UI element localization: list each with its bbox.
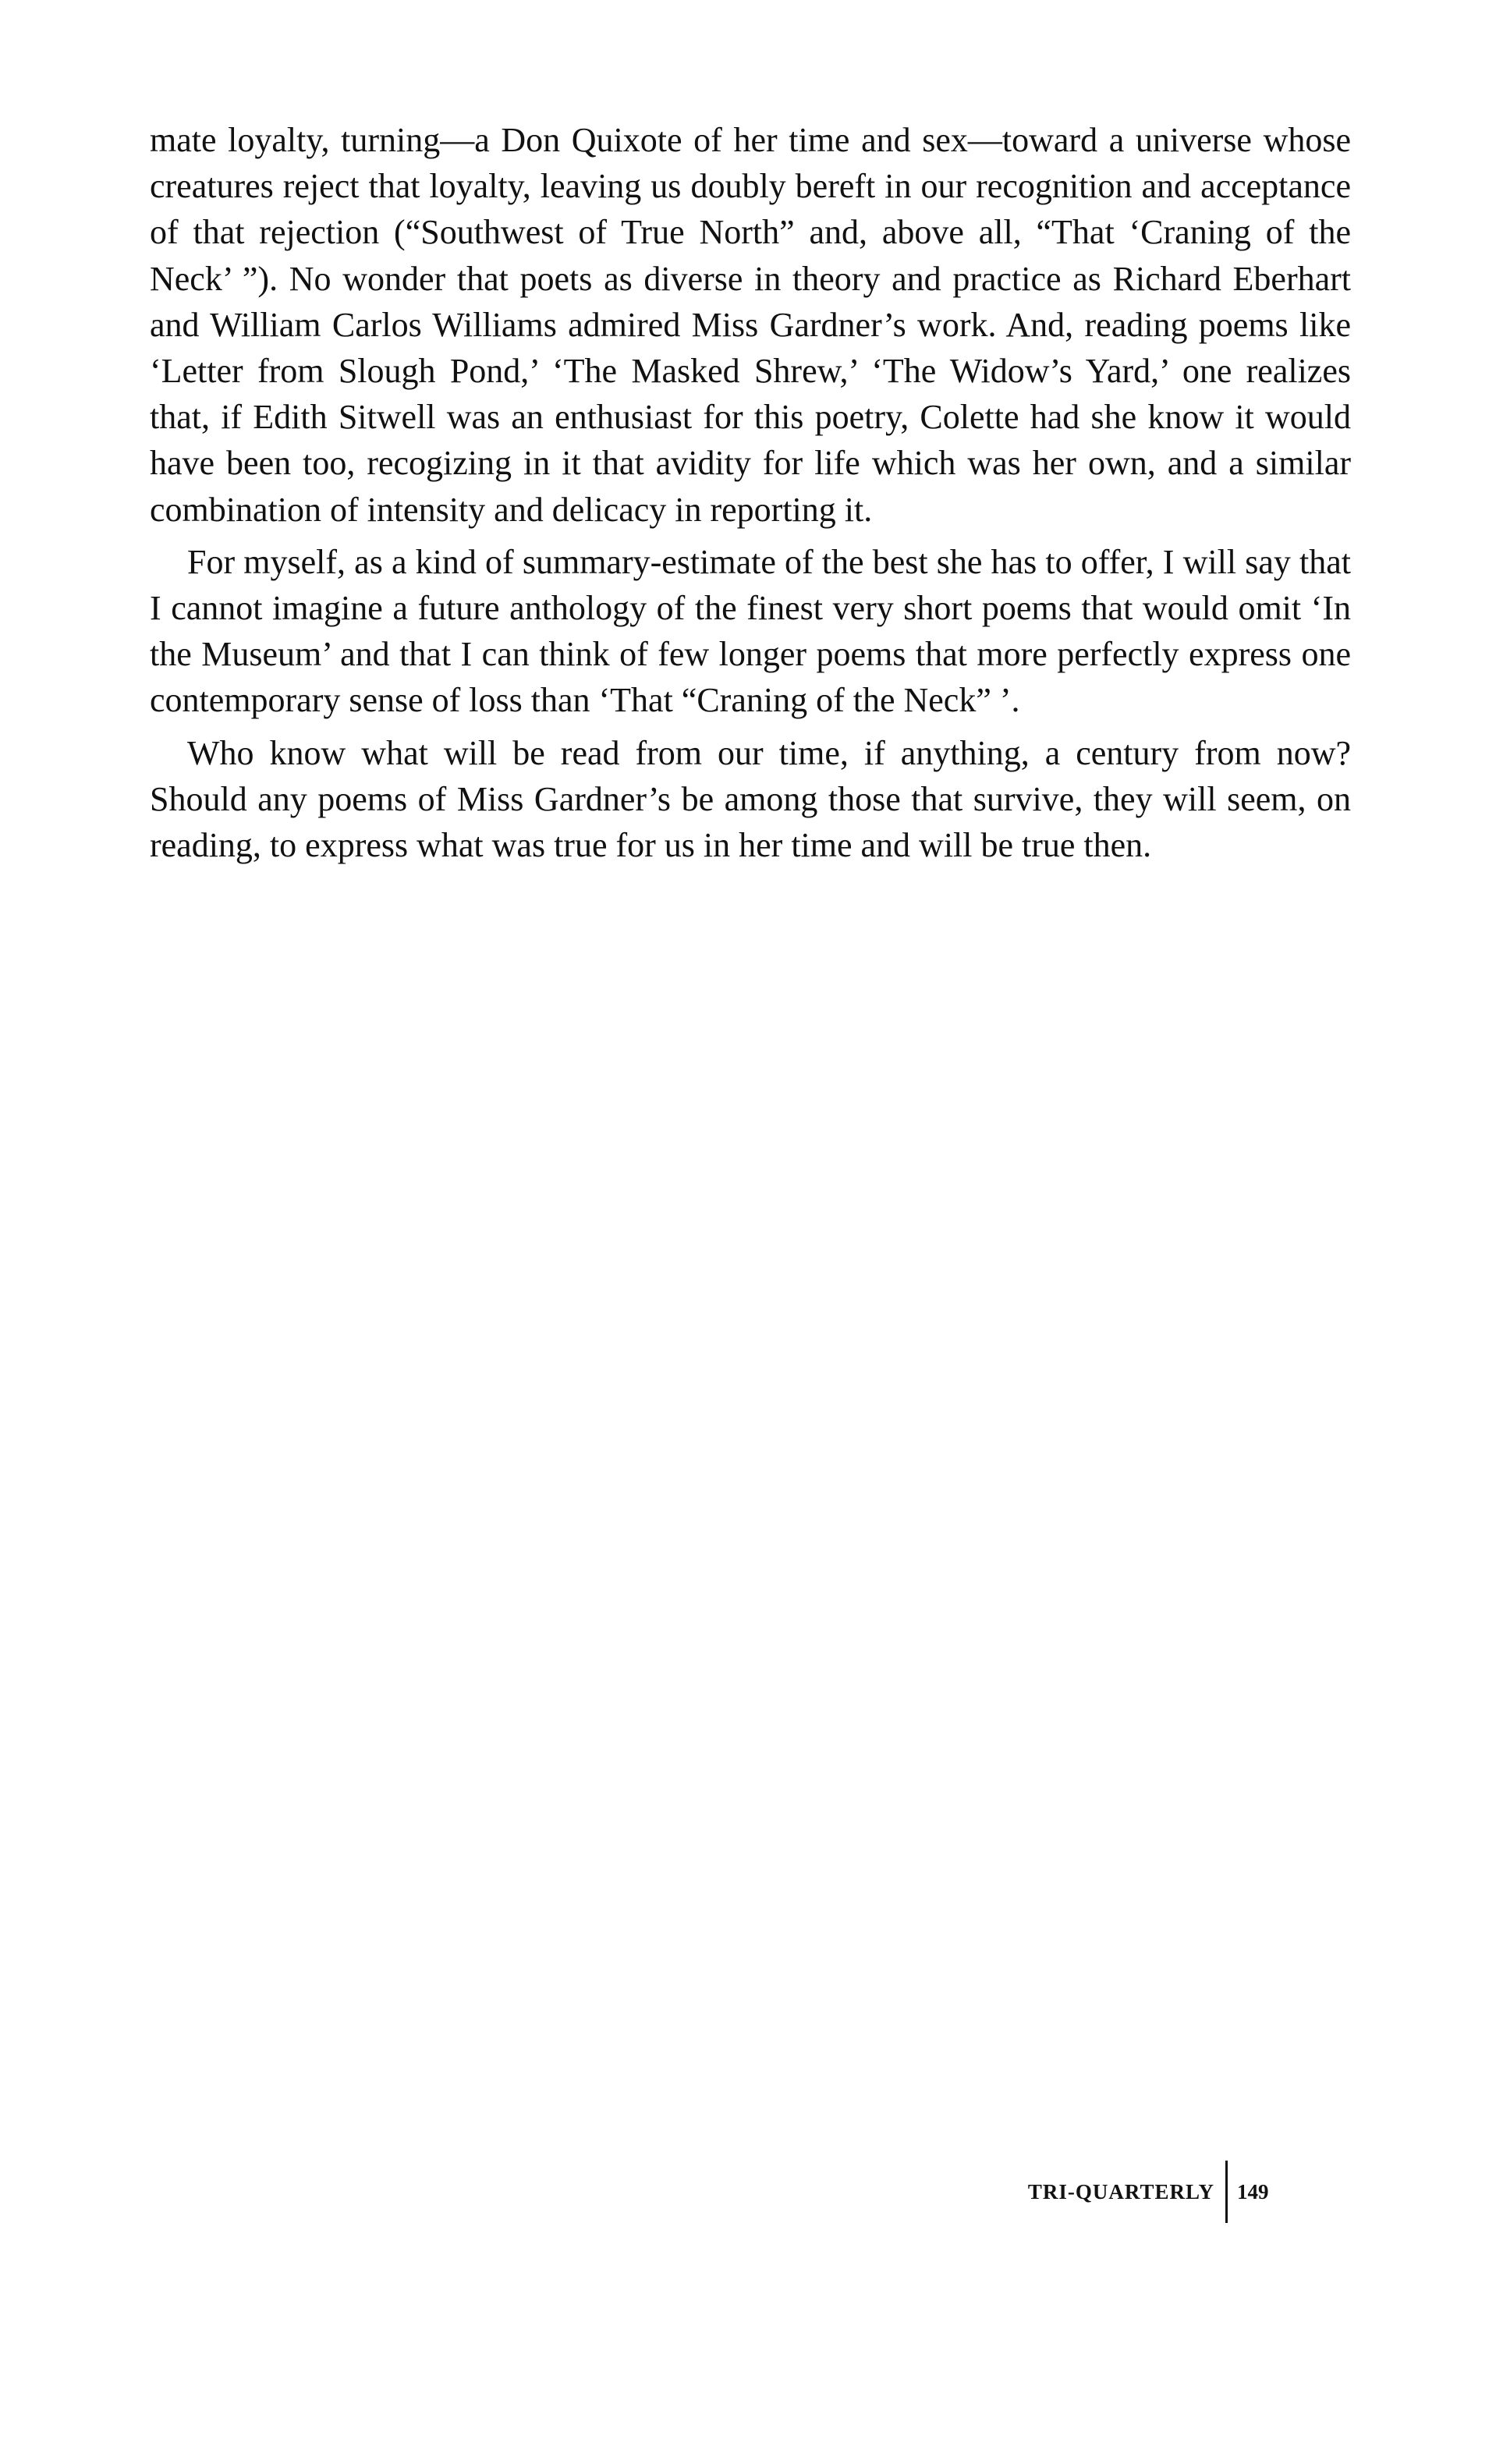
paragraph-closing: Who know what will be read from our time, if anything, a century from now? Should any poems of Miss Gardner’s be among those that survive, they will seem, on reading, to express what was true for us in her time and will be true then. bbox=[150, 733, 1351, 865]
journal-name: TRI-QUARTERLY bbox=[1027, 2179, 1214, 2203]
paragraph-continued: mate loyalty, turning—a Don Quixote of her time and sex—toward a universe whose creatures reject that loyalty, leaving us doubly bereft in our recognition and acceptance of that rejection (“Southwest of True North” and, above all, “That ‘Craning of the Neck’ ”). No wonder that poets as diverse in theory and practice as Richard Eberhart and William Carlos Williams admired Miss Gardner’s work. And, reading poems like ‘Letter from Slough Pond,’ ‘The Masked Shrew,’ ‘The Widow’s Yard,’ one realizes that, if Edith Sitwell was an enthusiast for this poetry, Colette had she know it would have been too, recogizing in it that avidity for life which was her own, and a similar combination of intensity and delicacy in reporting it. bbox=[150, 121, 1351, 529]
page-footer bbox=[956, 2161, 1284, 2223]
body-text bbox=[150, 117, 1351, 868]
paragraph-summary-estimate: For myself, as a kind of summary-estimate of the best she has to offer, I will say that I cannot imagine a future anthology of the finest very short poems that would omit ‘In the Museum’ and that I can think of few longer poems that more perfectly express one contemporary sense of loss than ‘That “Craning of the Neck” ’. bbox=[150, 542, 1351, 720]
page-number: 149 bbox=[1237, 2179, 1269, 2203]
